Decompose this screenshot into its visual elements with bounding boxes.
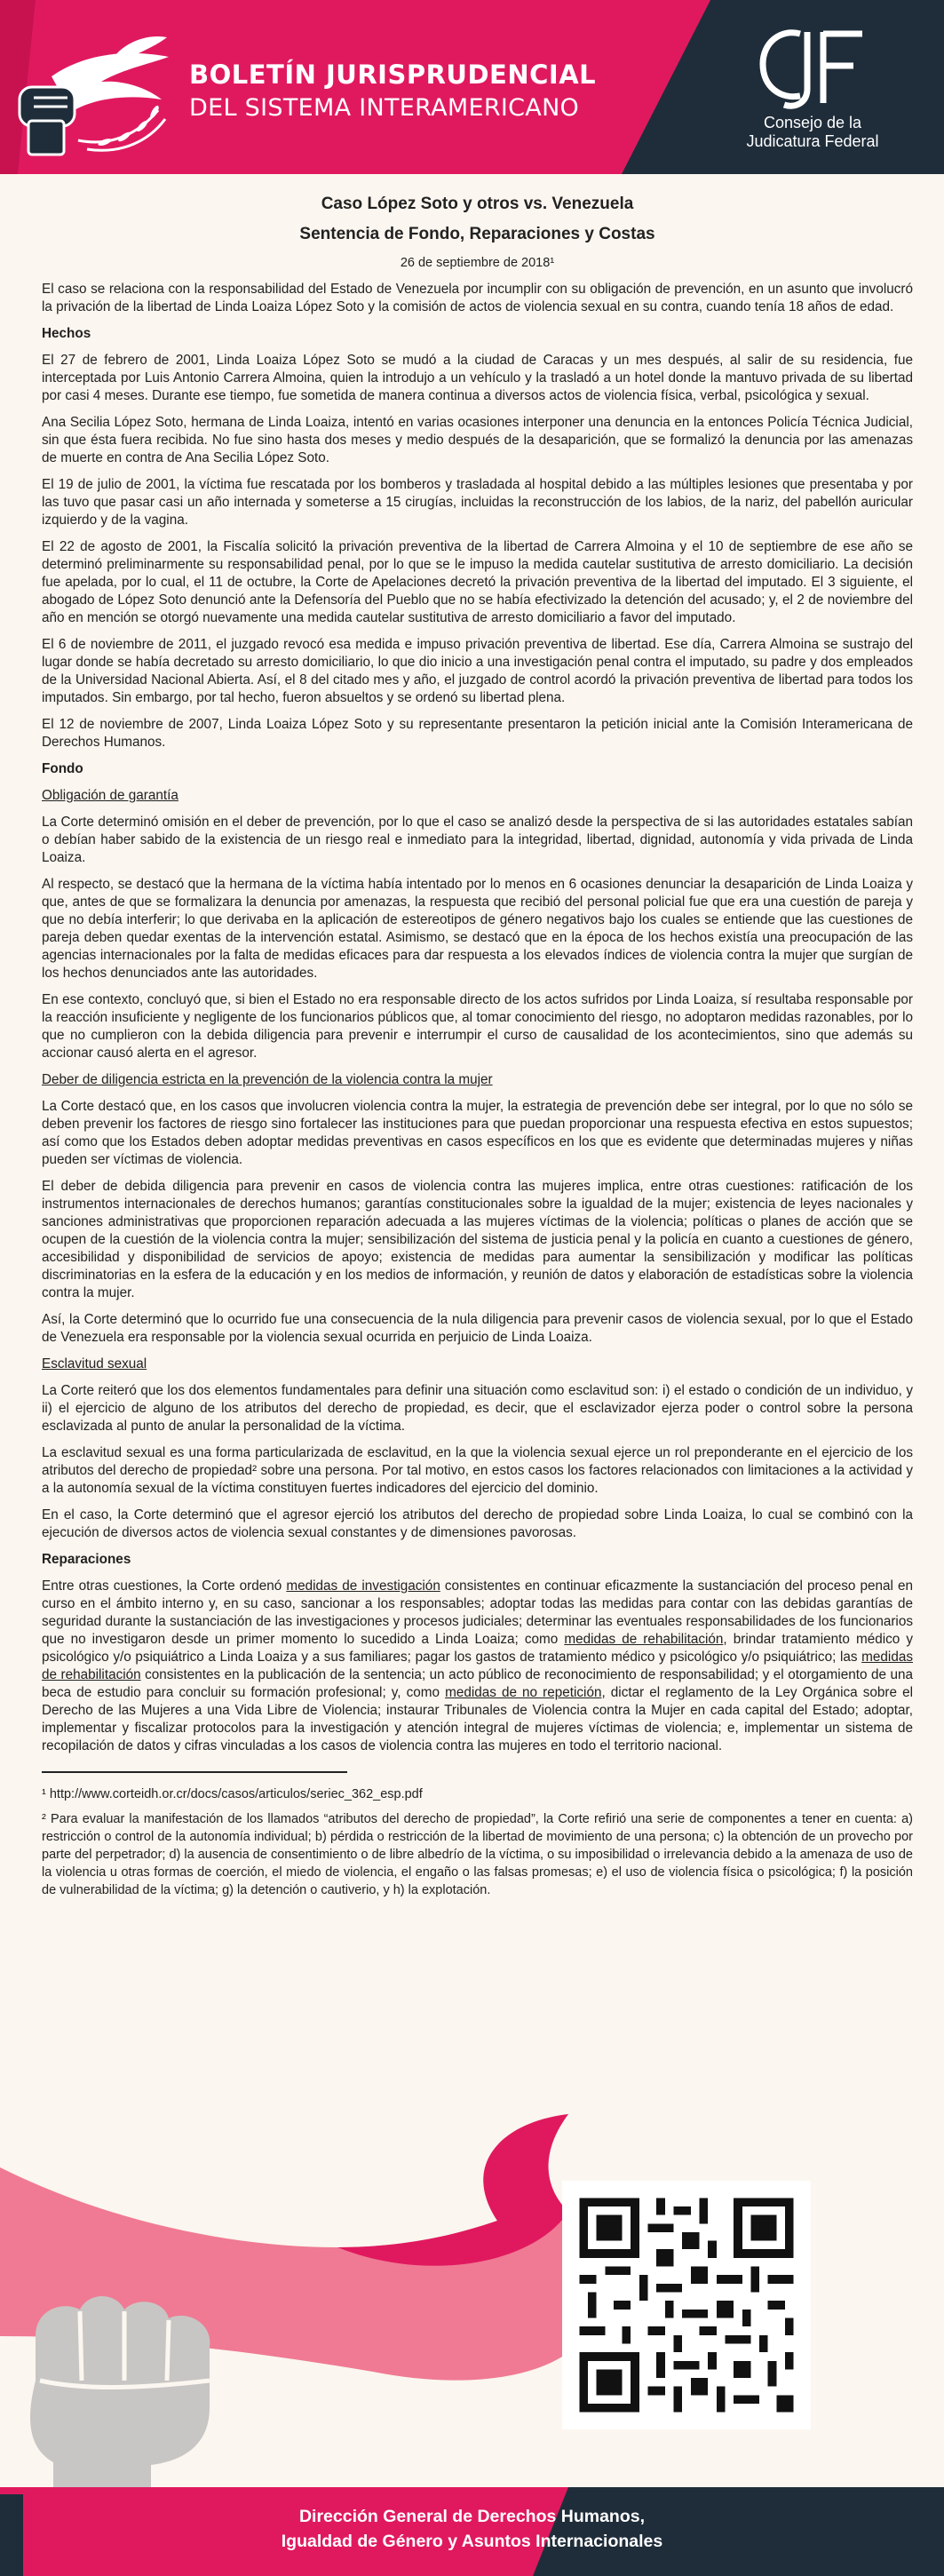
footnote-divider	[42, 1771, 347, 1773]
fondo-paragraph: La esclavitud sexual es una forma particularizada de esclavitud, en la que la violencia sexual ejerce un rol preponderante en el ejercicio de los atributos del derecho de propiedad² sobre una persona. Por tal motivo, en estos casos los factores relacionados con limitaciones a la actividad y a la autonomía sexual de la víctima constituyen fuertes indicadores del ejercicio del dominio.	[42, 1445, 913, 1496]
reparaciones-paragraph	[42, 1578, 913, 1755]
cjf-org-name	[710, 114, 915, 151]
fondo-paragraph: Así, la Corte determinó que lo ocurrido fue una consecuencia de la nula diligencia para prevenir casos de violencia sexual, por lo que el Estado de Venezuela era responsable por la violencia sexual ocurrida en perjuicio de Linda Loaiza.	[42, 1312, 913, 1345]
subheading-deber-diligencia: Deber de diligencia estricta en la prevención de la violencia contra la mujer	[42, 1072, 493, 1087]
judgment-title: Sentencia de Fondo, Reparaciones y Costas	[299, 225, 655, 243]
fondo-paragraph: La Corte determinó omisión en el deber de prevención, por lo que el caso se analizó desde la perspectiva de si las autoridades estatales sabían o debían haber sabido de la existencia de un riesgo real e inmediato para la integridad, libertad, dignidad, autonomía y vida privada de Linda Loaiza.	[42, 815, 913, 865]
section-heading-fondo: Fondo	[42, 761, 83, 776]
intro-paragraph: El caso se relaciona con la responsabilidad del Estado de Venezuela por incumplir con su obligación de prevención, en un asunto que involucró la privación de la libertad de Linda Loaiza López Soto y la comisión de actos de violencia sexual en su contra, cuando tenía 18 años de edad.	[42, 282, 913, 314]
section-heading-reparaciones: Reparaciones	[42, 1552, 131, 1567]
footer-line2: Igualdad de Género y Asuntos Internacionales	[281, 2532, 663, 2551]
rep-text: consistentes en la publicación de la sentencia; un acto público de reconocimiento de responsabilidad; y el otorgamiento de una beca de estudio para concluir su formación profesional; y, como	[42, 1667, 913, 1700]
raised-fist-laurel-icon	[16, 25, 176, 167]
subheading-esclavitud-sexual: Esclavitud sexual	[42, 1356, 147, 1371]
fondo-paragraph: La Corte destacó que, en los casos que involucren violencia contra la mujer, la estrategia de prevención debe ser integral, por lo que no sólo se deben prevenir los factores de riesgo sino fortalecer las instituciones para que puedan proporcionar una respuesta efectiva en estos supuestos; así como que los Estados deben adoptar medidas preventivas en casos específicos en los que es evidente que determinadas mujeres y niñas pueden ser víctimas de violencia.	[42, 1099, 913, 1167]
rep-underlined-term: medidas de investigación	[286, 1578, 440, 1594]
fondo-paragraph: En el caso, la Corte determinó que el agresor ejerció los atributos del derecho de propiedad sobre Linda Loaiza, lo cual se combinó con la ejecución de diversos actos de violencia sexual constantes y de dimensiones pavorosas.	[42, 1507, 913, 1540]
subheading-obligacion-garantia: Obligación de garantía	[42, 788, 178, 803]
hechos-paragraph: El 19 de julio de 2001, la víctima fue rescatada por los bomberos y trasladada al hospital debido a las múltiples lesiones que presentaba y por las tuvo que pasar casi un año internada y someterse a 15 cirugías, incluidas la reconstrucción de los labios, de la nariz, del pabellón auricular izquierdo y de la vagina.	[42, 477, 913, 528]
cjf-logo-icon	[750, 23, 875, 112]
case-title: Caso López Soto y otros vs. Venezuela	[321, 195, 634, 213]
cjf-org-line1: Consejo de la	[763, 114, 862, 131]
cjf-org-line2: Judicatura Federal	[746, 132, 879, 150]
rep-text: , brindar tratamiento médico y psicológico y/o psiquiátrico a Linda Loaiza y a sus familiares; pagar los gastos de tratamiento médico y psicológico y/o psiquiátrico; las	[42, 1632, 913, 1665]
hechos-paragraph: Ana Secilia López Soto, hermana de Linda Loaiza, intentó en varias ocasiones interponer una denuncia en la entonces Policía Técnica Judicial, sin que ésta fuera recibida. No fue sino hasta dos meses y medio después de la desaparición, que se formalizó la denuncia por las amenazas de muerte en contra de Ana Secilia López Soto.	[42, 415, 913, 465]
rep-underlined-term: medidas de rehabilitación	[42, 1650, 913, 1682]
rep-underlined-term: medidas de no repetición	[445, 1685, 602, 1700]
footer-line1: Dirección General de Derechos Humanos,	[298, 2507, 646, 2526]
hechos-paragraph: El 22 de agosto de 2001, la Fiscalía solicitó la privación preventiva de la libertad de Carrera Almoina y el 10 de septiembre de ese año se determinó preliminarmente su responsabilidad penal, por lo que se le impuso la medida cautelar sustitutiva de arresto domiciliario. La decisión fue apelada, por lo cual, el 11 de octubre, la Corte de Apelaciones decretó la privación preventiva de la libertad del imputado. El 3 siguiente, el abogado de López Soto denunció ante la Defensoría del Pueblo que no se había efectivizado la detención del acusado; y, el 2 de noviembre del año en mención se otorgó nuevamente una medida cautelar sustitutiva de arresto domiciliario a favor del imputado.	[42, 539, 913, 625]
hechos-paragraph: El 6 de noviembre de 2011, el juzgado revocó esa medida e impuso privación preventiva de libertad. Ese día, Carrera Almoina se sustrajo del lugar donde se había decretado su arresto domiciliario, lo que dio inicio a una investigación penal contra el imputado, su padre y dos empleados de la Universidad Nacional Abierta. Así, el 8 del citado mes y año, el juzgado de control acordó la privación preventiva de libertad para todos los imputados. Sin embargo, por tal hecho, fueron absueltos y se ordenó su libertad plena.	[42, 637, 913, 705]
section-heading-hechos: Hechos	[42, 326, 91, 341]
judgment-date: 26 de septiembre de 2018¹	[400, 256, 555, 270]
rep-text: Entre otras cuestiones, la Corte ordenó	[42, 1578, 287, 1594]
qr-code-icon	[562, 2181, 811, 2429]
footer-banner	[0, 2487, 944, 2576]
rep-underlined-term: medidas de rehabilitación	[564, 1632, 724, 1647]
rep-text: consistentes en continuar eficazmente la sustanciación del proceso penal en curso en el ámbito interno y, en su caso, sancionar a los responsables; adoptar todas las medidas para contar con las debidas garantías de seguridad durante la sustanciación de las investigaciones y procesos judiciales; determinar las eventuales responsabilidades de los funcionarios que no investigaron desde un primer momento lo sucedido a Linda Loaiza; como	[42, 1578, 913, 1647]
bulletin-subtitle: DEL SISTEMA INTERAMERICANO	[189, 94, 580, 122]
header-banner	[0, 0, 944, 174]
fondo-paragraph: Al respecto, se destacó que la hermana de la víctima había intentado por lo menos en 6 ocasiones denunciar la desaparición de Linda Loaiza y que, antes de que se formalizara la denuncia por amenazas, la respuesta que recibió del personal policial fue que era una cuestión de pareja y que no debía interferir; lo que derivaba en la aplicación de estereotipos de género negativos bajo los cuales se entiende que las cuestiones de pareja deben quedar exentas de la intervención estatal. Asimismo, se destacó que en la época de los hechos existía una preocupación de las agencias internacionales por la falta de medidas eficaces para dar respuesta a los elevados índices de violencia contra la mujer que surgían de los hechos denunciados ante las autoridades.	[42, 877, 913, 981]
bulletin-title: BOLETÍN JURISPRUDENCIAL	[189, 60, 597, 90]
fondo-paragraph: El deber de debida diligencia para prevenir en casos de violencia contra las mujeres implica, entre otras cuestiones: ratificación de los instrumentos internacionales de derechos humanos; garantías constitucionales sobre la igualdad de la mujer; existencia de leyes nacionales y sanciones administrativas que proporcionen reparación adecuada a las mujeres víctimas de la violencia; políticas o planes de acción que se ocupen de la cuestión de la violencia contra la mujer; sensibilización del sistema de justicia penal y la policía en cuanto a cuestiones de género, accesibilidad y disponibilidad de servicios de apoyo; existencia de medidas para aumentar la sensibilización y modificar las políticas discriminatorias en la esfera de la educación y en los medios de información, y reunión de datos y elaboración de estadísticas sobre la violencia contra la mujer.	[42, 1179, 913, 1300]
rep-text: , dictar el reglamento de la Ley Orgánica sobre el Derecho de las Mujeres a una Vida Libre de Violencia; instaurar Tribunales de Violencia contra la Mujer en cada capital del Estado; adoptar, implementar y fiscalizar protocolos para la investigación y atención integral de mujeres víctimas de violencia; e, implementar un sistema de recopilación de datos y cifras vinculadas a los casos de violencia contra las mujeres en todo el territorio nacional.	[42, 1685, 913, 1753]
fondo-paragraph: La Corte reiteró que los dos elementos fundamentales para definir una situación como esclavitud son: i) el estado o condición de un individuo, y ii) el ejercicio de alguno de los atributos del derecho de propiedad, es decir, que el esclavizador ejerza poder o control sobre la persona esclavizada al punto de anular la personalidad de la víctima.	[42, 1383, 913, 1434]
footnote-text: ² Para evaluar la manifestación de los llamados “atributos del derecho de propiedad”, la Corte refirió una serie de componentes a tener en cuenta: a) restricción o control de la autonomía individual; b) pérdida o restricción de la libertad de movimiento de una persona; c) la obtención de un provecho por parte del perpetrador; d) la ausencia de consentimiento o de libre albedrío de la víctima, o su imposibilidad o irrelevancia debido a la amenaza de uso de la violencia u otras formas de coerción, el miedo de violencia, el engaño o las falsas promesas; e) el uso de violencia física o psicológica; f) la posición de vulnerabilidad de la víctima; g) la detención o cautiverio, y h) la explotación.	[42, 1812, 913, 1897]
fondo-paragraph: En ese contexto, concluyó que, si bien el Estado no era responsable directo de los actos sufridos por Linda Loaiza, sí resultaba responsable por la reacción insuficiente y negligente de los funcionarios públicos que, al tomar conocimiento del riesgo, no adoptaron medidas razonables, por lo que no cumplieron con la debida diligencia para prevenir e interrumpir el curso de causalidad de los acontecimientos, sino que además su accionar causó alerta en el agresor.	[42, 992, 913, 1061]
footnote-url: ¹ http://www.corteidh.or.cr/docs/casos/articulos/seriec_362_esp.pdf	[42, 1787, 423, 1801]
document-body	[42, 194, 913, 1906]
hechos-paragraph: El 27 de febrero de 2001, Linda Loaiza López Soto se mudó a la ciudad de Caracas y un mes después, al salir de su residencia, fue interceptada por Luis Antonio Carrera Almoina, quien la introdujo a un vehículo y la trasladó a un hotel donde la mantuvo privada de su libertad por casi 4 meses. Durante ese tiempo, fue sometida de manera continua a diversos actos de violencia física, verbal, psicológica y sexual.	[42, 353, 913, 403]
footnotes	[42, 1785, 913, 1899]
hechos-paragraph: El 12 de noviembre de 2007, Linda Loaiza López Soto y su representante presentaron la petición inicial ante la Comisión Interamericana de Derechos Humanos.	[42, 717, 913, 750]
